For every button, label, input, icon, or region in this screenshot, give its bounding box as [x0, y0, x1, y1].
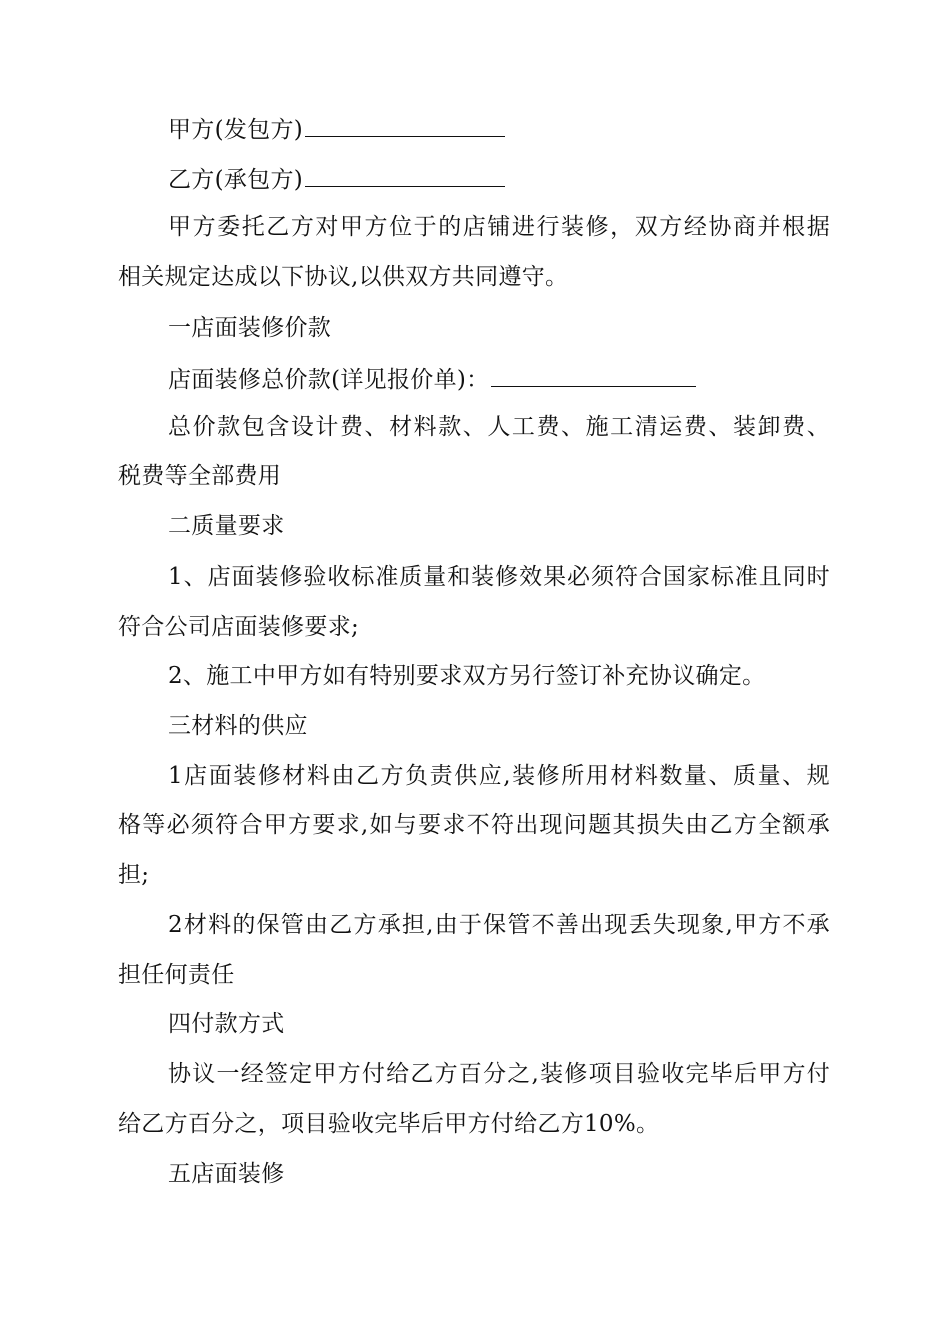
section-1-total-label: 店面装修总价款(详见报价单)：: [168, 367, 490, 393]
party-a-line: [168, 114, 888, 144]
party-b-line: [168, 164, 888, 194]
section-4-p1-line-2: 给乙方百分之，项目验收完毕后甲方付给乙方10%。: [118, 1111, 660, 1137]
party-a-blank: [305, 114, 505, 137]
intro-line-2: 相关规定达成以下协议,以供双方共同遵守。: [118, 264, 569, 290]
section-1-p1-line-1: 总价款包含设计费、材料款、人工费、施工清运费、装卸费、: [168, 414, 830, 440]
total-price-blank: [491, 364, 696, 387]
section-4-p1-line-1: 协议一经签定甲方付给乙方百分之,装修项目验收完毕后甲方付: [168, 1061, 830, 1087]
party-b-blank: [305, 164, 505, 187]
section-1-heading: 一店面装修价款: [168, 315, 332, 341]
section-3-item-1-line-3: 担;: [118, 862, 150, 888]
party-a-label: 甲方(发包方): [168, 117, 304, 143]
section-2-item-1-line-1: 1、店面装修验收标准质量和装修效果必须符合国家标准且同时: [168, 564, 830, 590]
section-3-item-1-line-1: 1店面装修材料由乙方负责供应,装修所用材料数量、质量、规: [168, 763, 830, 789]
section-1-p1-line-2: 税费等全部费用: [118, 463, 282, 489]
section-1-total-line: [168, 364, 888, 394]
intro-line-1: 甲方委托乙方对甲方位于的店铺进行装修，双方经协商并根据: [168, 214, 830, 240]
party-b-label: 乙方(承包方): [168, 167, 304, 193]
section-2-heading: 二质量要求: [168, 513, 285, 539]
section-5-heading: 五店面装修: [168, 1161, 285, 1187]
section-3-item-2-line-1: 2材料的保管由乙方承担,由于保管不善出现丢失现象,甲方不承: [168, 912, 830, 938]
section-4-heading: 四付款方式: [168, 1011, 285, 1037]
section-3-heading: 三材料的供应: [168, 713, 308, 739]
section-2-item-2: 2、施工中甲方如有特别要求双方另行签订补充协议确定。: [168, 663, 766, 689]
section-3-item-2-line-2: 担任何责任: [118, 962, 235, 988]
section-3-item-1-line-2: 格等必须符合甲方要求,如与要求不符出现问题其损失由乙方全额承: [118, 812, 830, 838]
section-2-item-1-line-2: 符合公司店面装修要求;: [118, 614, 360, 640]
